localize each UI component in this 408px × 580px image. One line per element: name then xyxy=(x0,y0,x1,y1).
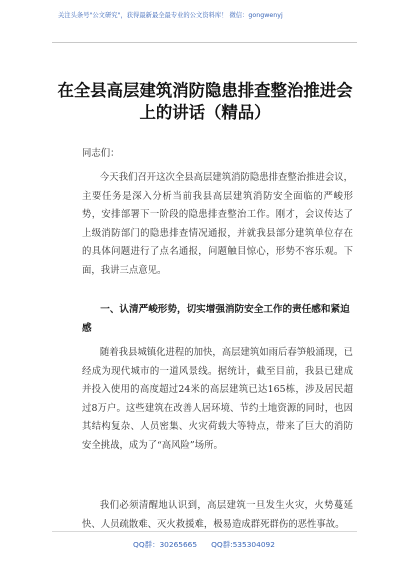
paragraph-intro: 今天我们召开这次全县高层建筑消防隐患排查整治推进会议，主要任务是深入分析当前我县高层建筑消防安全面临的严峻形势，安排部署下一阶段的隐患排查整治工作。刚才，会议传达了上级消防部门的隐患排查情况通报，并就我县部分建筑单位存在的具体问题进行了点名通报，问题触目惊心，形势不容乐观。下面，我讲三点意见。 xyxy=(82,172,353,276)
paragraph-situation: 随着我县城镇化进程的加快，高层建筑如雨后春笋般涌现，已经成为现代城市的一道风景线。据统计，截至目前，我县已建成并投入使用的高度超过24米的高层建筑已达165栋，涉及居民超过8万户。这些建筑在改善人居环境、节约土地资源的同时，也因其结构复杂、人员密集、火灾荷载大等特点，带来了巨大的消防安全挑战，成为了“高风险”场所。 xyxy=(82,347,353,451)
footer-divider xyxy=(52,531,357,532)
document-title: 在全县高层建筑消防隐患排查整治推进会上的讲话（精品） xyxy=(57,81,353,122)
paragraph-risk: 我们必须清醒地认识到，高层建筑一旦发生火灾，火势蔓延快、人员疏散难、灭火救援难，极易造成群死群伤的恶性事故。 xyxy=(82,500,353,530)
footer-qq-group-2: QQ群:535304092 xyxy=(211,540,275,549)
footer-qq-group-1: QQ群：30265665 xyxy=(133,540,198,549)
header-divider xyxy=(52,42,357,43)
salutation: 同志们： xyxy=(82,148,120,159)
footer xyxy=(0,539,408,550)
header-promo-text: 关注头条号"公文研究"，获得最新最全最专业的公文资料库！ 微信：gongwenyj xyxy=(58,12,283,19)
section-heading-1: 一、认清严峻形势，切实增强消防安全工作的责任感和紧迫感 xyxy=(82,304,350,334)
